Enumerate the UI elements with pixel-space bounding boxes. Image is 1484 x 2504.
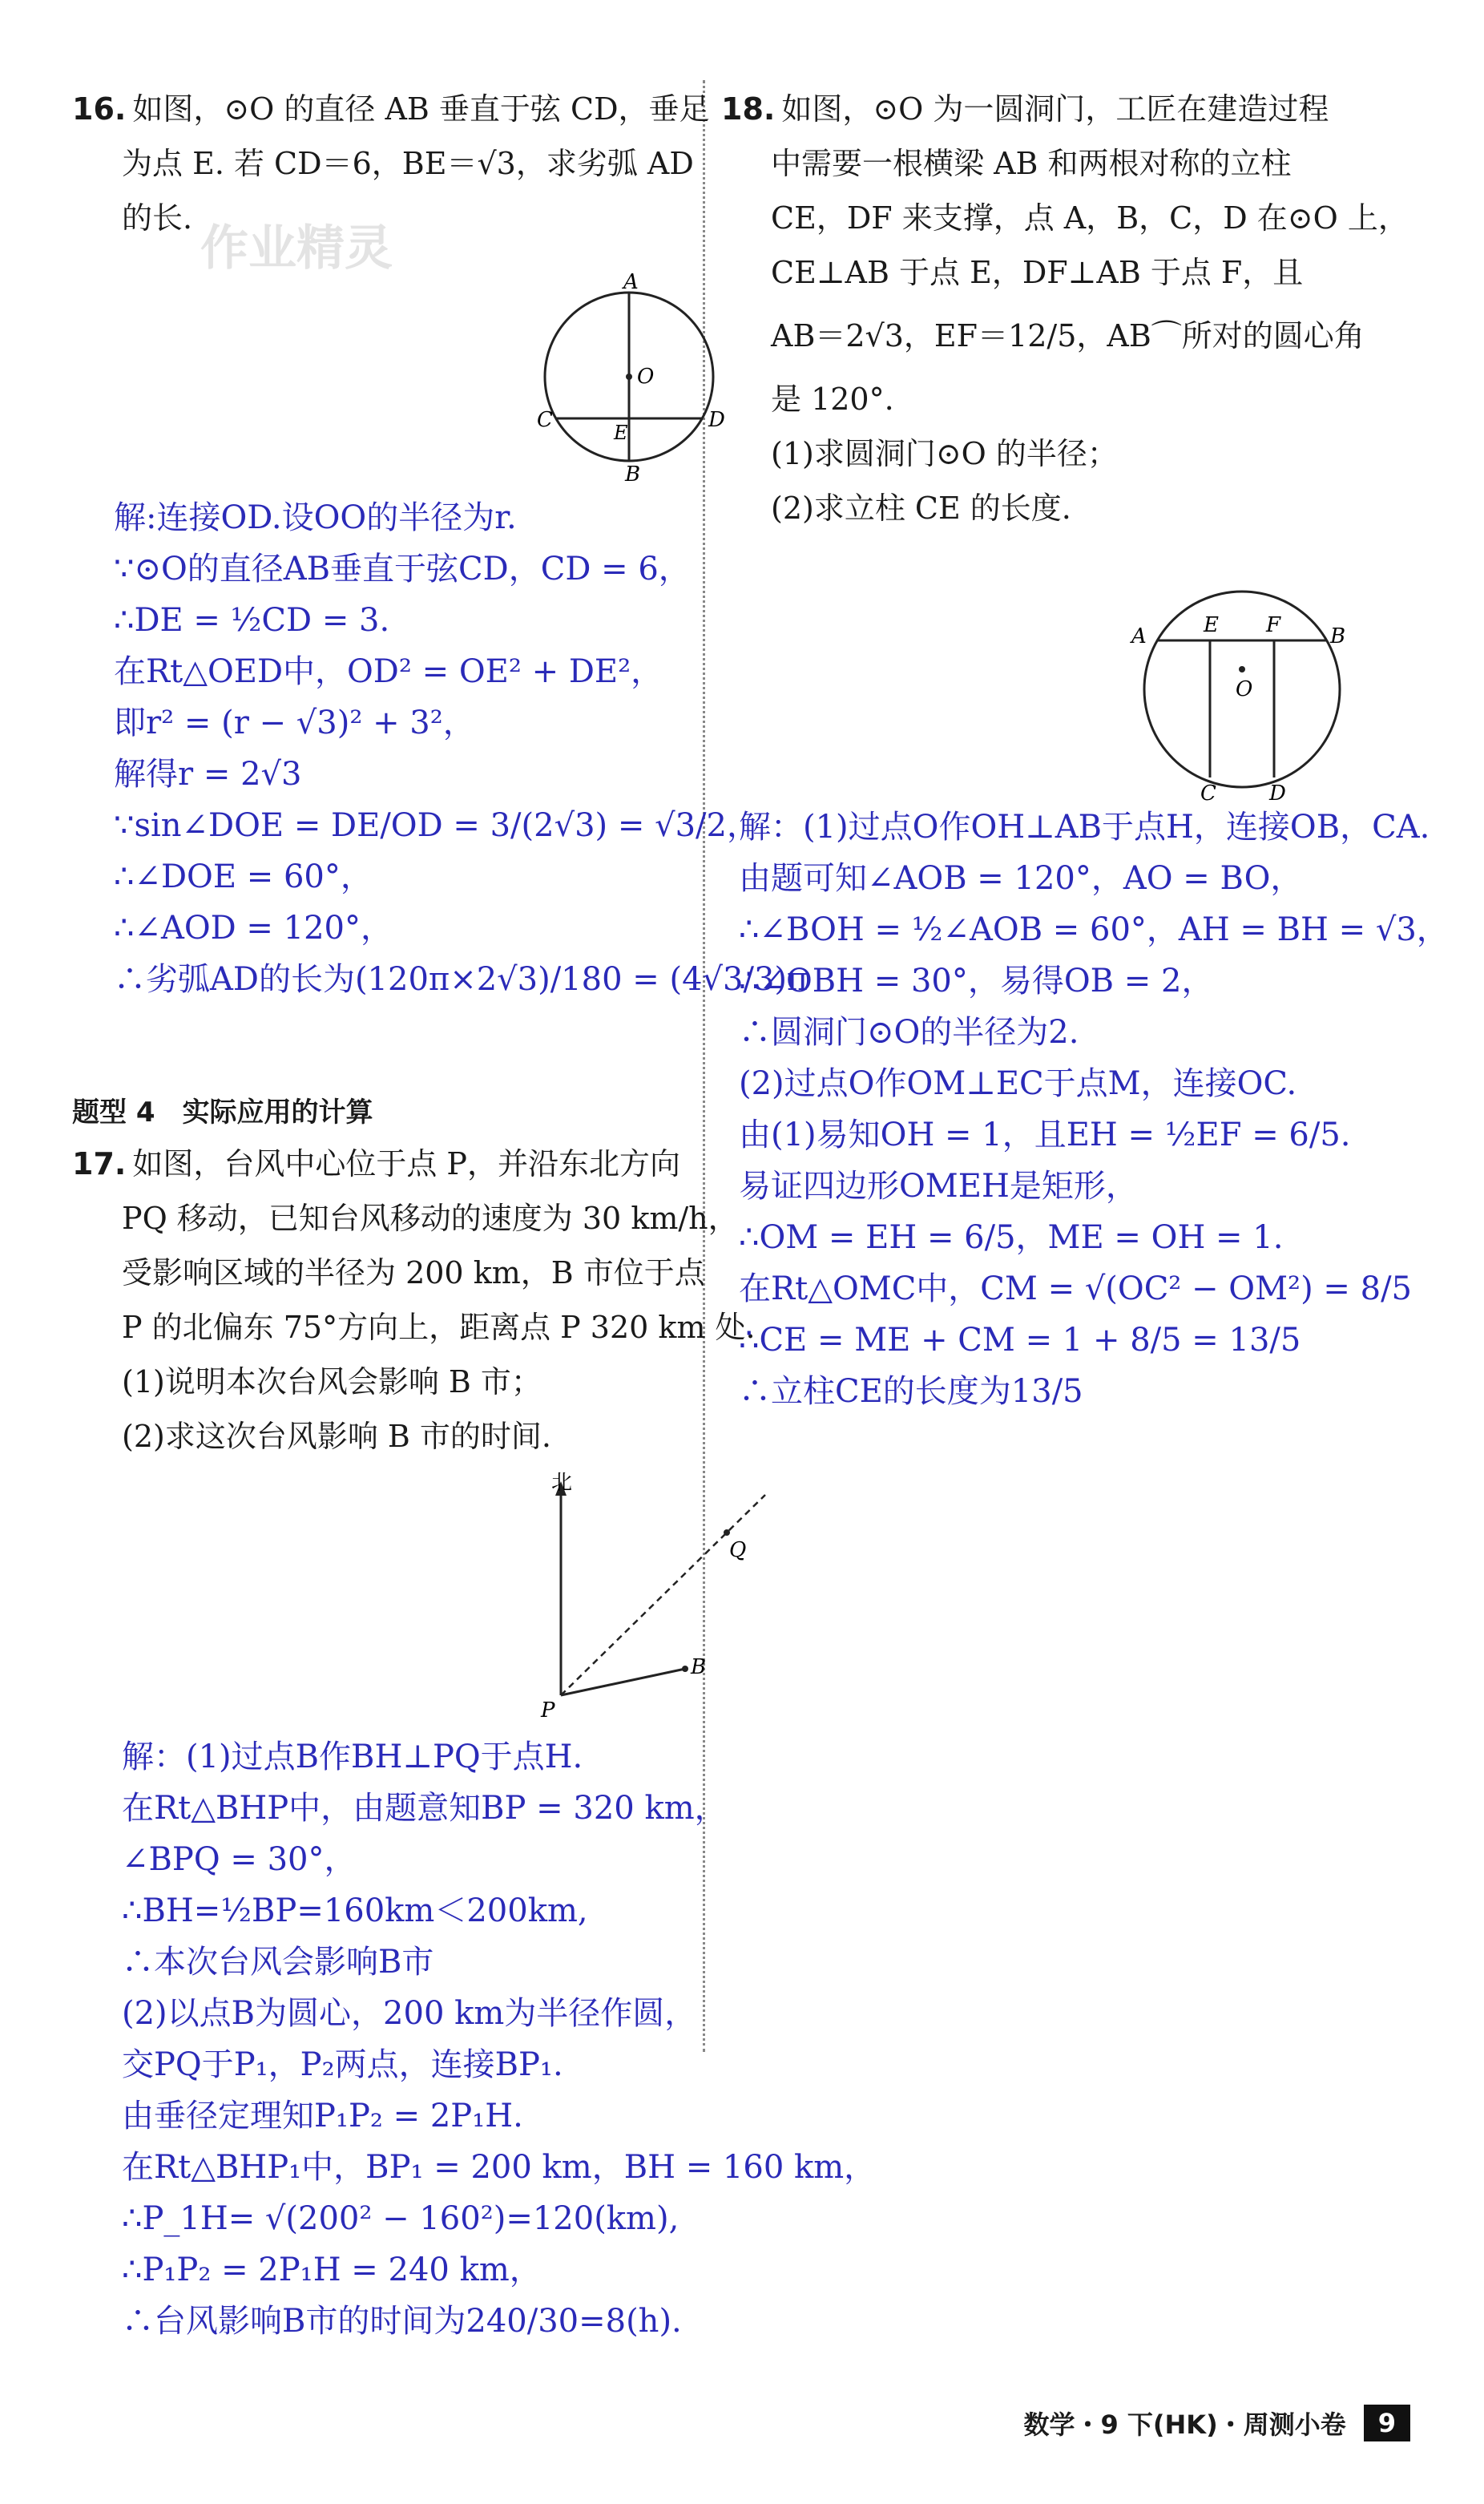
solution-17 xyxy=(122,1731,876,2347)
label-Q: Q xyxy=(729,1538,747,1562)
arch-figure-q18 xyxy=(1114,585,1378,802)
footer-text: 数学・9 下(HK)・周测小卷 xyxy=(1023,2409,1346,2440)
question-text: 受影响区域的半径为 200 km，B 市位于点 xyxy=(122,1255,705,1290)
solution-line: ∴∠AOD = 120°， xyxy=(114,910,393,947)
section-title: 题型 4 实际应用的计算 xyxy=(72,1097,373,1129)
solution-line: ∴劣弧AD的长为(120π×2√3)/180 = (4√3/3)π xyxy=(114,961,809,998)
question-text: 如图，⊙O 的直径 AB 垂直于弦 CD，垂足 xyxy=(132,91,710,127)
question-text: 是 120°. xyxy=(771,382,894,417)
solution-line: (2)过点O作OM⊥EC于点M，连接OC. xyxy=(739,1065,1297,1102)
solution-line: ∴DE = ½CD = 3. xyxy=(114,602,390,639)
solution-line: ∴本次台风会影响B市 xyxy=(122,1944,434,1981)
question-text: (1)说明本次台风会影响 B 市； xyxy=(122,1364,542,1399)
label-F: F xyxy=(1266,613,1281,637)
question-text: 为点 E. 若 CD＝6，BE＝√3，求劣弧 AD xyxy=(122,146,694,181)
question-text: 中需要一根横梁 AB 和两根对称的立柱 xyxy=(771,146,1292,181)
solution-line: 在Rt△BHP中，由题意知BP = 320 km， xyxy=(122,1790,727,1827)
typhoon-figure-q17 xyxy=(457,1467,777,1723)
solution-line: ∴CE = ME + CM = 1 + 8/5 = 13/5 xyxy=(739,1322,1301,1359)
label-B: B xyxy=(1330,624,1346,648)
solution-line: 由垂径定理知P₁P₂ = 2P₁H. xyxy=(122,2098,523,2134)
label-B: B xyxy=(691,1655,707,1679)
solution-16 xyxy=(114,492,808,1005)
question-text: 如图，⊙O 为一圆洞门，工匠在建造过程 xyxy=(781,91,1329,127)
solution-line: 在Rt△BHP₁中，BP₁ = 200 km，BH = 160 km， xyxy=(122,2149,877,2186)
solution-18 xyxy=(739,802,1449,1417)
solution-line: 即r² = (r − √3)² + 3²， xyxy=(114,705,475,741)
solution-line: 解：(1)过点B作BH⊥PQ于点H. xyxy=(122,1739,583,1775)
question-text: CE⊥AB 于点 E，DF⊥AB 于点 F，且 xyxy=(771,255,1304,290)
solution-line: 由(1)易知OH = 1，且EH = ½EF = 6/5. xyxy=(739,1117,1351,1153)
solution-line: 解:连接OD.设OO的半径为r. xyxy=(114,499,517,536)
solution-line: ∠BPQ = 30°， xyxy=(122,1841,357,1878)
question-text: 如图，台风中心位于点 P，并沿东北方向 xyxy=(132,1146,680,1181)
question-text: (2)求立柱 CE 的长度. xyxy=(771,491,1071,526)
question-number: 17. xyxy=(72,1146,127,1181)
solution-line: (2)以点B为圆心，200 km为半径作圆， xyxy=(122,1995,697,2032)
solution-line: ∴∠OBH = 30°，易得OB = 2， xyxy=(739,963,1214,1000)
label-north: 北 xyxy=(551,1471,573,1495)
solution-line: ∴台风影响B市的时间为240/30=8(h). xyxy=(122,2303,682,2340)
question-text: PQ 移动，已知台风移动的速度为 30 km/h， xyxy=(122,1201,739,1236)
question-text: P 的北偏东 75°方向上，距离点 P 320 km 处. xyxy=(122,1310,756,1345)
solution-line: ∴P_1H= √(200² − 160²)=120(km), xyxy=(122,2200,679,2237)
question-17 xyxy=(72,1137,756,1464)
label-E: E xyxy=(1204,613,1219,637)
question-text: CE，DF 来支撑，点 A，B，C，D 在⊙O 上， xyxy=(771,200,1409,236)
question-number: 16. xyxy=(72,91,127,127)
solution-line: 解得r = 2√3 xyxy=(114,756,302,793)
label-O: O xyxy=(1236,677,1253,701)
question-number: 18. xyxy=(721,91,776,127)
solution-line: 交PQ于P₁，P₂两点，连接BP₁. xyxy=(122,2046,563,2083)
solution-line: ∴P₁P₂ = 2P₁H = 240 km， xyxy=(122,2252,542,2288)
solution-line: ∴立柱CE的长度为13/5 xyxy=(739,1373,1083,1410)
solution-line: ∴圆洞门⊙O的半径为2. xyxy=(739,1014,1079,1051)
solution-line: 在Rt△OED中，OD² = OE² + DE²， xyxy=(114,653,663,690)
solution-line: ∴∠BOH = ½∠AOB = 60°，AH = BH = √3， xyxy=(739,911,1449,948)
label-A: A xyxy=(623,273,639,294)
label-D: D xyxy=(708,408,725,432)
question-text: (2)求这次台风影响 B 市的时间. xyxy=(122,1419,551,1454)
question-text: AB＝2√3，EF＝12/5，AB⌒所对的圆心角 xyxy=(771,318,1365,353)
question-18 xyxy=(721,82,1426,535)
solution-line: ∴∠DOE = 60°， xyxy=(114,858,373,895)
solution-line: 在Rt△OMC中，CM = √(OC² − OM²) = 8/5 xyxy=(739,1270,1412,1307)
solution-line: ∴BH=½BP=160km＜200km, xyxy=(122,1892,588,1929)
question-text: (1)求圆洞门⊙O 的半径； xyxy=(771,436,1118,471)
solution-line: ∵⊙O的直径AB垂直于弦CD，CD = 6， xyxy=(114,551,691,588)
page-number: 9 xyxy=(1364,2405,1410,2441)
solution-line: 由题可知∠AOB = 120°，AO = BO， xyxy=(739,860,1303,897)
watermark: 作业精灵 xyxy=(200,220,393,277)
solution-line: ∵sin∠DOE = DE/OD = 3/(2√3) = √3/2， xyxy=(114,807,759,844)
solution-line: 易证四边形OMEH是矩形， xyxy=(739,1168,1138,1205)
solution-line: 解：(1)过点O作OH⊥AB于点H，连接OB，CA. xyxy=(739,809,1430,846)
page-footer xyxy=(1023,2405,1410,2441)
question-text: 的长. xyxy=(122,200,193,236)
label-O: O xyxy=(637,365,655,389)
label-E: E xyxy=(614,422,628,444)
label-B: B xyxy=(625,462,641,487)
label-C: C xyxy=(1200,781,1216,802)
label-A: A xyxy=(1131,624,1147,648)
solution-line: ∴OM = EH = 6/5，ME = OH = 1. xyxy=(739,1219,1284,1256)
label-D: D xyxy=(1269,781,1286,802)
label-C: C xyxy=(537,408,553,432)
label-P: P xyxy=(541,1698,555,1723)
